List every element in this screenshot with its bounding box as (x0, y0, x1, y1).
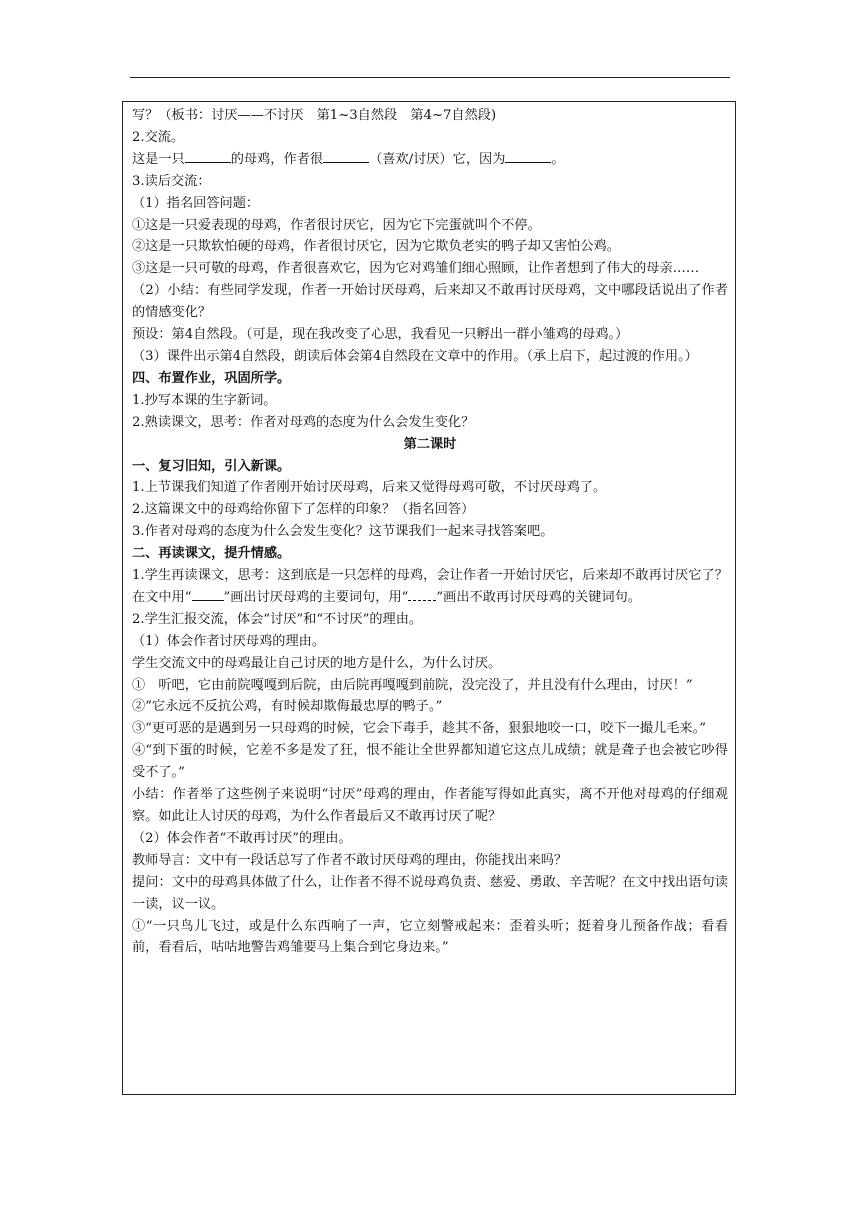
text-line: 3.作者对母鸡的态度为什么会发生变化？这节课我们一起来寻找答案吧。 (132, 524, 554, 540)
text-line: 写？（板书：讨厌——不讨厌 第1~3自然段 第4~7自然段) (132, 108, 497, 123)
text-line: 2.交流。 (132, 129, 185, 145)
text-line: 预设：第4自然段。（可是，现在我改变了心思，我看见一只孵出一群小雏鸡的母鸡。） (132, 327, 629, 343)
blank-line (505, 150, 551, 163)
instruction-text: 1.学生再读课文，思考：这到底是一只怎样的母鸡，会让作者一开始讨厌它，后来却不敢再讨厌它了？在文中用“ (132, 568, 728, 605)
instruction-text: ”画出不敢再讨厌母鸡的关键词句。 (436, 589, 641, 605)
section-heading: 一、复习旧知，引入新课。 (132, 458, 291, 474)
section-heading: 二、再读课文，提升情感。 (132, 546, 291, 562)
text-line: 小结：作者举了这些例子来说明“讨厌”母鸡的理由，作者能写得如此真实，离不开他对母鸡的仔细观察。如此让人讨厌的母鸡，为什么作者最后又不敢再讨厌了呢？ (132, 787, 728, 824)
fill-text: 这是一只 (132, 151, 185, 167)
text-line: 1.抄写本课的生字新词。 (132, 392, 277, 408)
instruction-text: ”画出讨厌母鸡的主要词句，用“ (223, 589, 409, 605)
text-line: （2）体会作者“不敢再讨厌”的理由。 (132, 830, 352, 846)
text-line: ③这是一只可敬的母鸡，作者很喜欢它，因为它对鸡雏们细心照顾，让作者想到了伟大的母亲…… (132, 261, 700, 277)
text-line: （1）指名回答问题： (132, 195, 260, 211)
text-line: 2.学生汇报交流，体会“讨厌”和“不讨厌”的理由。 (132, 611, 423, 627)
quote-line: ②“它永远不反抗公鸡，有时候却欺侮最忠厚的鸭子。” (132, 699, 443, 715)
fill-text: （喜欢/讨厌）它，因为 (369, 151, 506, 167)
lesson-plan-table (122, 101, 736, 1095)
text-line: 2.这篇课文中的母鸡给你留下了怎样的印象？（指名回答） (132, 502, 475, 518)
text-line: 提问：文中的母鸡具体做了什么，让作者不得不说母鸡负责、慈爱、勇敢、辛苦呢？在文中找出语句读一读，议一议。 (132, 874, 728, 912)
text-line: ②这是一只欺软怕硬的母鸡，作者很讨厌它，因为它欺负老实的鸭子却又害怕公鸡。 (132, 239, 620, 255)
lesson-plan-content (132, 105, 728, 959)
fill-blank-line (132, 149, 728, 171)
text-line: 学生交流文中的母鸡最让自己讨厌的地方是什么，为什么讨厌。 (132, 655, 502, 671)
section-heading: 四、布置作业，巩固所学。 (132, 370, 291, 386)
text-line: （2）小结：有些同学发现，作者一开始讨厌母鸡，后来却又不敢再讨厌母鸡，文中哪段话说出了作者的情感变化？ (132, 283, 728, 321)
quote-line: ① 听吧，它由前院嘎嘎到后院，由后院再嘎嘎到前院，没完没了，并且没有什么理由，讨厌！” (132, 677, 693, 693)
fill-text: 。 (551, 151, 565, 167)
blank-line (323, 150, 369, 163)
fill-text: 的母鸡，作者很 (230, 151, 324, 167)
text-line: （3）课件出示第4自然段，朗读后体会第4自然段在文章中的作用。（承上启下，起过渡的作用。） (132, 348, 698, 364)
text-line: 教师导言：文中有一段话总写了作者不敢讨厌母鸡的理由，你能找出来吗？ (132, 852, 568, 868)
text-line: 2.熟读课文，思考：作者对母鸡的态度为什么会发生变化？ (132, 414, 475, 430)
blank-line (185, 150, 231, 163)
text-line: （1）体会作者讨厌母鸡的理由。 (132, 633, 326, 649)
solid-underline-sample (192, 588, 224, 601)
text-line: 1.上节课我们知道了作者刚开始讨厌母鸡，后来又觉得母鸡可敬，不讨厌母鸡了。 (132, 480, 607, 496)
quote-line: ①“一只鸟儿飞过，或是什么东西响了一声，它立刻警戒起来：歪着头听；挺着身儿预备作战；看看前，看看后，咕咕地警告鸡雏要马上集合到它身边来。” (132, 918, 728, 956)
quote-line: ③“更可恶的是遇到另一只母鸡的时候，它会下毒手，趁其不备，狠狠地咬一口，咬下一撮儿毛来。” (132, 721, 706, 737)
underline-instruction (132, 565, 728, 609)
dashed-underline-sample (408, 588, 436, 601)
header-rule (130, 77, 730, 78)
text-line: ①这是一只爱表现的母鸡，作者很讨厌它，因为它下完蛋就叫个不停。 (132, 217, 541, 233)
text-line: 3.读后交流： (132, 173, 211, 189)
quote-line: ④“到下蛋的时候，它差不多是发了狂，恨不能让全世界都知道它这点儿成绩；就是聋子也会被它吵得受不了。” (132, 743, 728, 781)
lesson-title: 第二课时 (403, 436, 457, 452)
